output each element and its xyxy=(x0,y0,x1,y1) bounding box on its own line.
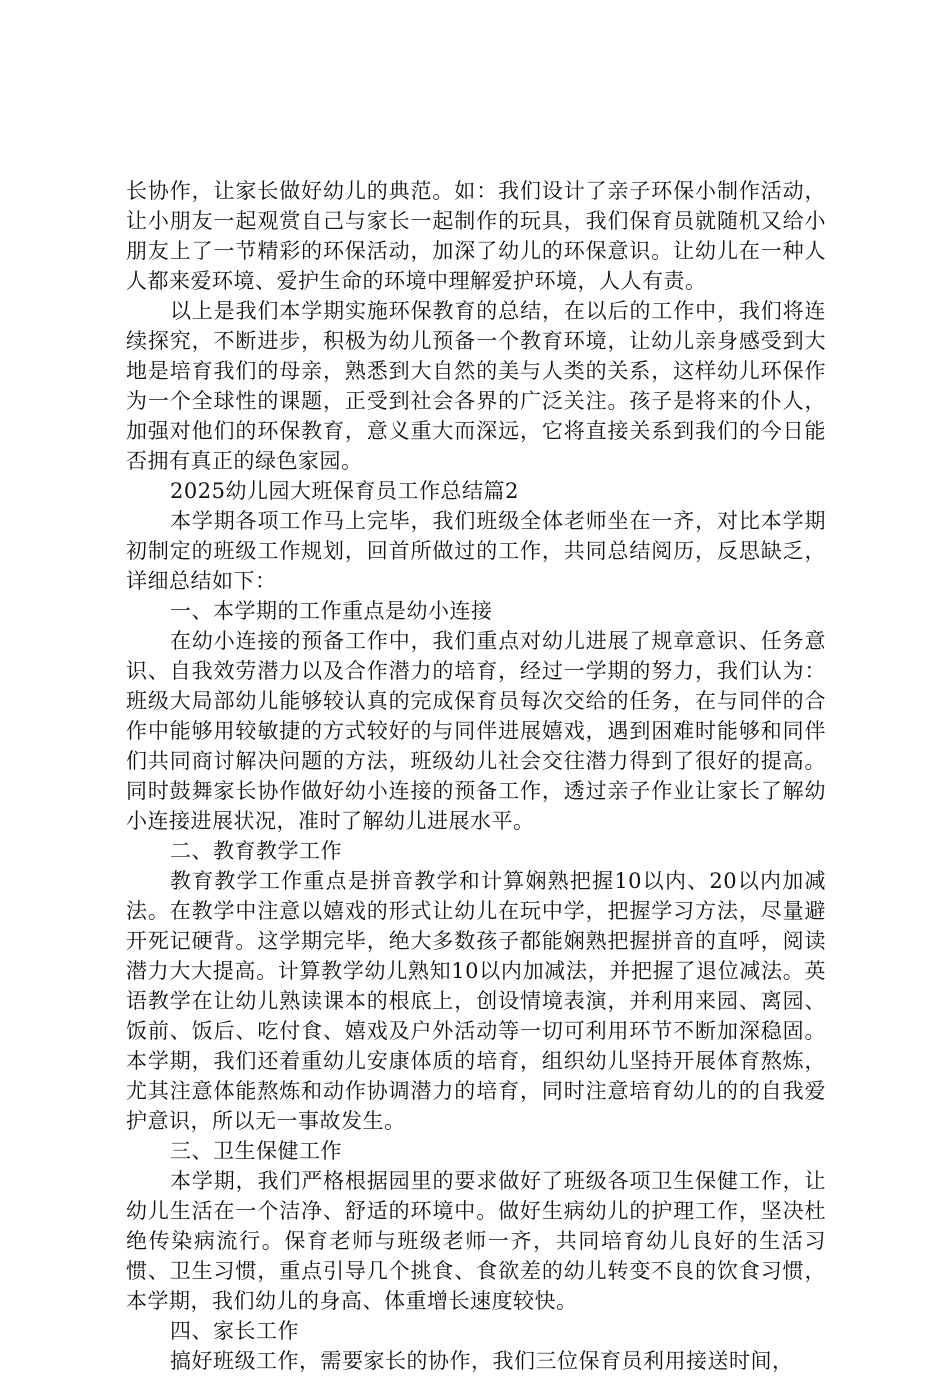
section-title: 2025幼儿园大班保育员工作总结篇2 xyxy=(170,479,519,503)
paragraph-3: 本学期，我们严格根据园里的要求做好了班级各项卫生保健工作，让幼儿生活在一个洁净、舒适的环境中。做好生病幼儿的护理工作，坚决杜绝传染病流行。保育老师与班级老师一齐，共同培育幼儿良好的生活习惯、卫生习惯，重点引导几个挑食、食欲差的幼儿转变不良的饮食习惯，本学期，我们幼儿的身高、体重增长速度较快。 xyxy=(126,1169,826,1313)
heading-3: 三、卫生保健工作 xyxy=(170,1139,342,1163)
paragraph-2: 教育教学工作重点是拼音教学和计算娴熟把握10以内、20以内加减法。在教学中注意以嬉戏的形式让幼儿在玩中学，把握学习方法，尽量避开死记硬背。这学期完毕，绝大多数孩子都能娴熟把握拼音的直呼，阅读潜力大大提高。计算教学幼儿熟知10以内加减法，并把握了退位减法。英语教学在让幼儿熟读课本的根底上，创设情境表演，并利用来园、离园、饭前、饭后、吃付食、嬉戏及户外活动等一切可利用环节不断加深稳固。本学期，我们还着重幼儿安康体质的培育，组织幼儿坚持开展体育熬炼，尤其注意体能熬炼和动作协调潜力的培育，同时注意培育幼儿的的自我爱护意识，所以无一事故发生。 xyxy=(126,869,826,1133)
paragraph-4: 搞好班级工作，需要家长的协作，我们三位保育员利用接送时间， xyxy=(170,1349,794,1373)
heading-1: 一、本学期的工作重点是幼小连接 xyxy=(170,599,493,623)
paragraph-intro: 本学期各项工作马上完毕，我们班级全体老师坐在一齐，对比本学期初制定的班级工作规划，回首所做过的工作，共同总结阅历，反思缺乏，详细总结如下： xyxy=(126,509,826,593)
heading-2: 二、教育教学工作 xyxy=(170,839,342,863)
heading-4: 四、家长工作 xyxy=(170,1319,299,1343)
paragraph-summary: 以上是我们本学期实施环保教育的总结，在以后的工作中，我们将连续探究，不断进步，积极为幼儿预备一个教育环境，让幼儿亲身感受到大地是培育我们的母亲，熟悉到大自然的美与人类的关系，这样幼儿环保作为一个全球性的课题，正受到社会各界的广泛关注。孩子是将来的仆人，加强对他们的环保教育，意义重大而深远，它将直接关系到我们的今日能否拥有真正的绿色家园。 xyxy=(126,299,826,473)
paragraph-1: 在幼小连接的预备工作中，我们重点对幼儿进展了规章意识、任务意识、自我效劳潜力以及合作潜力的培育，经过一学期的努力，我们认为：班级大局部幼儿能够较认真的完成保育员每次交给的任务，在与同伴的合作中能够用较敏捷的方式较好的与同伴进展嬉戏，遇到困难时能够和同伴们共同商讨解决问题的方法，班级幼儿社会交往潜力得到了很好的提高。同时鼓舞家长协作做好幼小连接的预备工作，透过亲子作业让家长了解幼小连接进展状况，准时了解幼儿进展水平。 xyxy=(126,629,826,833)
paragraph-continuation: 长协作，让家长做好幼儿的典范。如：我们设计了亲子环保小制作活动，让小朋友一起观赏自己与家长一起制作的玩具，我们保育员就随机又给小朋友上了一节精彩的环保活动，加深了幼儿的环保意识。让幼儿在一种人人都来爱环境、爱护生命的环境中理解爱护环境，人人有责。 xyxy=(126,179,826,293)
document-body xyxy=(126,176,826,1376)
